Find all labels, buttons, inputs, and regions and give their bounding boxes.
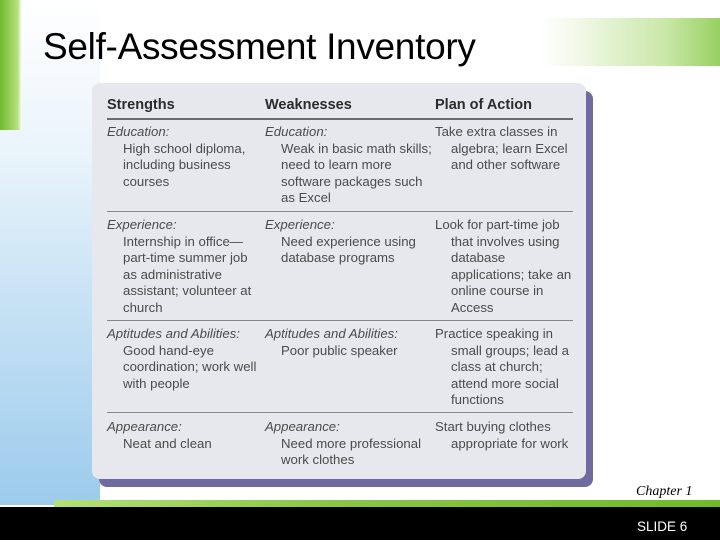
category-label: Experience:	[265, 217, 335, 232]
table-cell-plan	[435, 217, 580, 317]
top-right-green-accent	[540, 18, 720, 66]
cell-text: Neat and clean	[123, 435, 212, 451]
category-label: Appearance:	[107, 419, 182, 434]
slide-title: Self-Assessment Inventory	[43, 26, 476, 67]
table-cell-strength	[107, 326, 257, 392]
cell-text: Look for part-time job that involves using database applications; take an online course in Access	[435, 217, 572, 315]
cell-text: Take extra classes in algebra; learn Excel and other software	[435, 124, 568, 173]
cell-text: Start buying clothes appropriate for work	[435, 419, 569, 451]
cell-text: Good hand-eye coordination; work well with people	[123, 342, 257, 391]
cell-text: Weak in basic math skills; need to learn more software packages such as Excel	[281, 140, 432, 206]
category-label: Education:	[107, 124, 170, 139]
category-label: Aptitudes and Abilities:	[107, 326, 240, 341]
row-divider	[107, 412, 573, 413]
table-cell-plan	[435, 326, 580, 409]
cell-text: Poor public speaker	[281, 342, 398, 358]
cell-text: Need experience using database programs	[281, 233, 416, 266]
category-label: Appearance:	[265, 419, 340, 434]
table-cell-strength	[107, 124, 257, 190]
category-label: Experience:	[107, 217, 177, 232]
cell-text: Need more professional work clothes	[281, 435, 422, 468]
header-strengths: Strengths	[107, 97, 175, 113]
table-cell-strength	[107, 419, 257, 452]
category-label: Aptitudes and Abilities:	[265, 326, 398, 341]
table-cell-strength	[107, 217, 257, 317]
header-weaknesses: Weaknesses	[265, 97, 352, 113]
slide-number: SLIDE 6	[637, 519, 688, 534]
table-cell-weakness	[265, 217, 433, 267]
footer-bar	[0, 507, 720, 540]
category-label: Education:	[265, 124, 328, 139]
table-cell-plan	[435, 419, 580, 452]
header-rule	[107, 118, 573, 120]
left-green-accent	[0, 0, 22, 130]
table-cell-weakness	[265, 124, 433, 207]
table-cell-weakness	[265, 419, 433, 469]
row-divider	[107, 211, 573, 212]
chapter-label: Chapter 1	[636, 484, 693, 499]
cell-text: High school diploma, including business courses	[123, 140, 246, 189]
table-cell-plan	[435, 124, 580, 174]
footer-green-strip	[54, 500, 720, 507]
row-divider	[107, 320, 573, 321]
cell-text: Internship in office—part-time summer job as administrative assistant; volunteer at church	[123, 233, 252, 315]
table-cell-weakness	[265, 326, 433, 359]
header-plan-of-action: Plan of Action	[435, 97, 532, 113]
cell-text: Practice speaking in small groups; lead a class at church; attend more social functions	[435, 326, 570, 408]
